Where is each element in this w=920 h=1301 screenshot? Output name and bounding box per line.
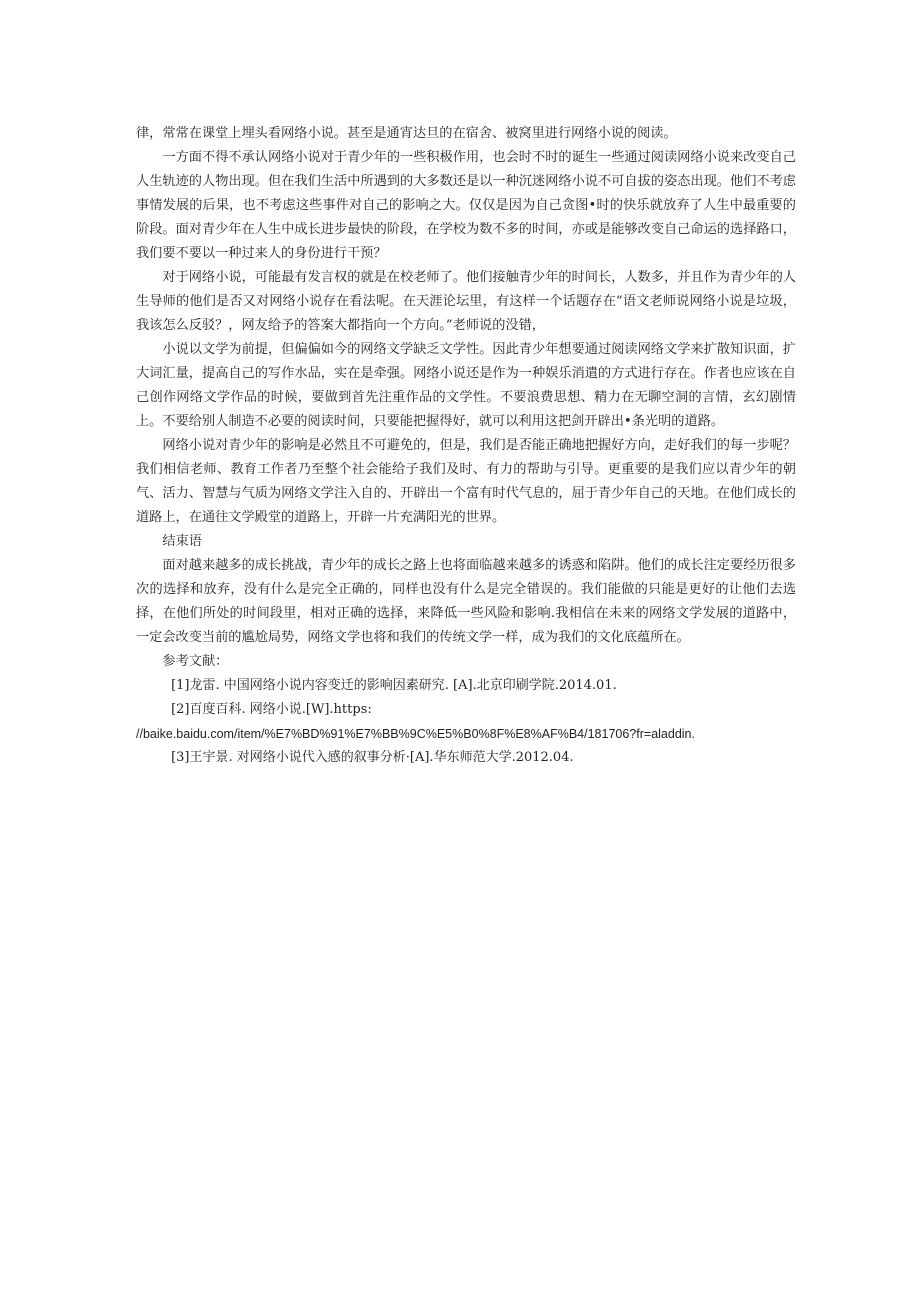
- paragraph-literary-quality: 小说以文学为前提，但偏偏如今的网络文学缺乏文学性。因此青少年想要通过阅读网络文学来扩散知识面，扩大词汇量，提高自己的写作水品，实在是牵强。网络小说还是作为一种娱乐消遣的方式进行存在。作者也应该在自己创作网络文学作品的时候，要做到首先注重作品的文学性。不要浪费思想、精力在无聊空洞的言情，玄幻剧情上。不要给别人制造不必要的阅读时间，只要能把握得好，就可以利用这把剑开辟出•条光明的道路。: [136, 342, 796, 429]
- paragraph-teachers-view: 对于网络小说，可能最有发言权的就是在校老师了。他们接触青少年的时间长，人数多，并且作为青少年的人生导师的他们是否又对网络小说存在看法呢。在天涯论坛里，有这样一个话题存在“语文老师说网络小说是垃圾，我该怎么反驳？，网友给予的答案大都指向一个方向。”老师说的没错，: [136, 270, 796, 333]
- paragraph-positive-effects: 一方面不得不承认网络小说对于青少年的一些积极作用，也会时不时的诞生一些通过阅读网络小说来改变自己人生轨迹的人物出现。但在我们生活中所遇到的大多数还是以一种沉迷网络小说不可自拔的姿态出现。他们不考虑事情发展的后果，也不考虑这些事件对自己的影响之大。仅仅是因为自己贪图•时的快乐就放弃了人生中最重要的阶段。面对青少年在人生中成长进步最快的阶段，在学校为数不多的时间，亦或是能够改变自己命运的选择路口，我们要不要以一种过来人的身份进行干预？: [136, 150, 796, 261]
- references-heading: 参考文献：: [162, 654, 229, 669]
- reference-3: [3]王宇景. 对网络小说代入感的叙事分析·[A].华东师范大学.2012.04.: [171, 750, 574, 765]
- reference-2-url: //baike.baidu.com/item/%E7%BD%91%E7%BB%9C%E5%B0%8F%E8%AF%B4/181706?fr=aladdin.: [136, 727, 695, 741]
- document-page: [136, 122, 796, 770]
- conclusion-heading: 结束语: [162, 534, 202, 549]
- paragraph-guidance: 网络小说对青少年的影响是必然且不可避免的，但是，我们是否能正确地把握好方向，走好我们的每一步呢？我们相信老师、教育工作者乃至整个社会能给子我们及时、有力的帮助与引导。更重要的是我们应以青少年的朝气、活力、智慧与气质为网络文学注入自的、开辟出一个富有时代气息的，屈于青少年自己的天地。在他们成长的道路上，在通往文学殿堂的道路上，开辟一片充满阳光的世界。: [136, 438, 796, 525]
- paragraph-conclusion: 面对越来越多的成长挑战，青少年的成长之路上也将面临越来越多的诱惑和陷阱。他们的成长注定要经历很多次的选择和放弃，没有什么是完全正确的，同样也没有什么是完全错误的。我们能做的只能是更好的让他们去选择，在他们所处的时间段里，相对正确的选择，来降低一些风险和影响.我相信在未来的网络文学发展的道路中，一定会改变当前的尴尬局势，网络文学也将和我们的传统文学一样，成为我们的文化底蕴所在。: [136, 558, 796, 645]
- reference-2: [2]百度百科. 网络小说.[W].https:: [171, 702, 372, 717]
- reference-1: [1]龙雷. 中国网络小说内容变迁的影响因素研究. [A].北京印刷学院.2014.01.: [171, 678, 617, 693]
- paragraph-continued: 律，常常在课堂上埋头看网络小说。甚至是通宵达旦的在宿舍、被窝里进行网络小说的阅读。: [136, 126, 677, 141]
